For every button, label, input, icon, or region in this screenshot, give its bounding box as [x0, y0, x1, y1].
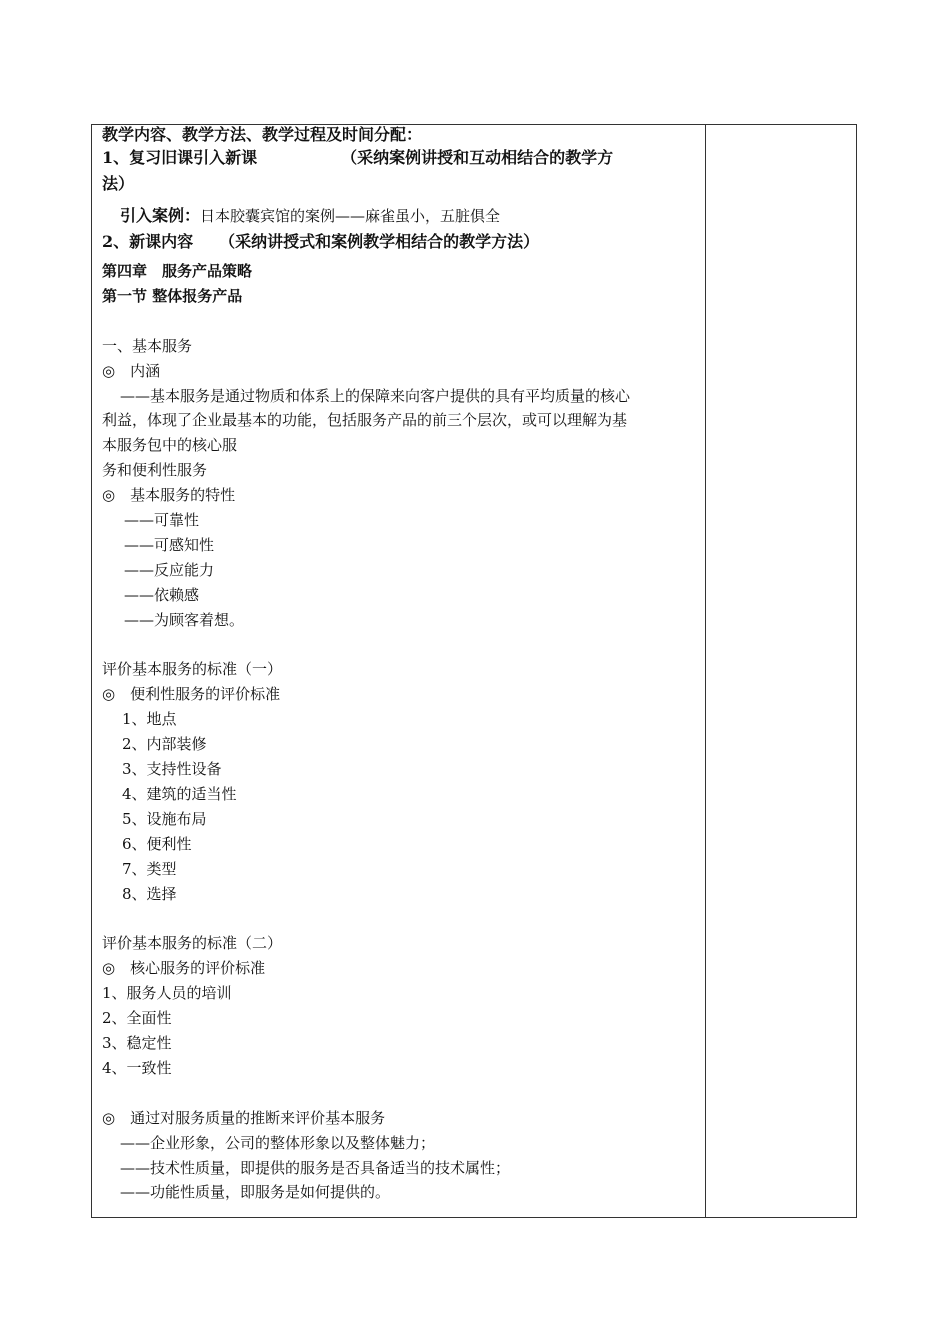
standard1-item: 6、便利性	[122, 834, 192, 853]
standard1-item: 7、类型	[122, 859, 177, 878]
quality-item: ——企业形象，公司的整体形象以及整体魅力；	[120, 1133, 436, 1152]
feature-item: ——可靠性	[124, 511, 200, 530]
standard2-label: ◎ 核心服务的评价标准	[102, 959, 266, 978]
feature-item: ——反应能力	[124, 560, 215, 579]
feature-item: ——为顾客着想。	[124, 610, 245, 629]
standard1-item: 2、内部装修	[122, 735, 207, 754]
step2-method: （采纳讲授式和案例教学相结合的教学方法）	[219, 232, 540, 251]
step1-line	[102, 145, 698, 171]
intro-case-label: 引入案例：	[120, 206, 201, 225]
feature-item: ——可感知性	[124, 535, 215, 554]
intro-case	[102, 203, 698, 229]
standard2-item: 3、稳定性	[102, 1034, 172, 1053]
content-cell	[102, 125, 698, 1205]
quality-item: ——技术性质量，即提供的服务是否具备适当的技术属性；	[120, 1158, 511, 1177]
feature-item: ——依赖感	[124, 585, 200, 604]
step1-label: 1、复习旧课引入新课	[102, 148, 258, 167]
chapter-title: 第四章 服务产品策略	[102, 262, 253, 280]
step2-line	[102, 229, 698, 255]
column-divider	[705, 125, 706, 1217]
standard1-item: 3、支持性设备	[122, 760, 222, 779]
meaning-line: 本服务包中的核心服	[102, 436, 238, 455]
meaning-label: ◎ 内涵	[102, 361, 161, 380]
meaning-line: 利益，体现了企业最基本的功能，包括服务产品的前三个层次，或可以理解为基	[102, 411, 628, 430]
section-heading: 第一节 整体报务产品	[102, 286, 243, 305]
meaning-line: ——基本服务是通过物质和体系上的保障来向客户提供的具有平均质量的核心	[120, 386, 631, 405]
standard2-item: 4、一致性	[102, 1058, 172, 1077]
standard1-item: 8、选择	[122, 884, 177, 903]
standard1-label: ◎ 便利性服务的评价标准	[102, 685, 281, 704]
step2-label: 2、新课内容	[102, 232, 194, 251]
section-title: 教学内容、教学方法、教学过程及时间分配：	[102, 125, 423, 144]
meaning-line: 务和便利性服务	[102, 461, 208, 480]
standard1-title: 评价基本服务的标准（一）	[102, 660, 283, 679]
quality-item: ——功能性质量，即服务是如何提供的。	[120, 1183, 391, 1202]
standard1-item: 1、地点	[122, 710, 177, 729]
step1-method-cont: 法）	[102, 174, 135, 193]
standard2-item: 1、服务人员的培训	[102, 984, 232, 1003]
standard2-item: 2、全面性	[102, 1009, 172, 1028]
standard1-item: 4、建筑的适当性	[122, 785, 237, 803]
standard1-item: 5、设施布局	[122, 809, 207, 828]
step1-method: （采纳案例讲授和互动相结合的教学方	[341, 148, 614, 167]
standard2-title: 评价基本服务的标准（二）	[102, 934, 283, 953]
lesson-plan-table	[91, 124, 857, 1218]
quality-label: ◎ 通过对服务质量的推断来评价基本服务	[102, 1108, 386, 1127]
intro-case-text: 日本胶囊宾馆的案例——麻雀虽小，五脏俱全	[200, 207, 501, 225]
basic-service-heading: 一、基本服务	[102, 336, 193, 355]
features-label: ◎ 基本服务的特性	[102, 486, 236, 505]
